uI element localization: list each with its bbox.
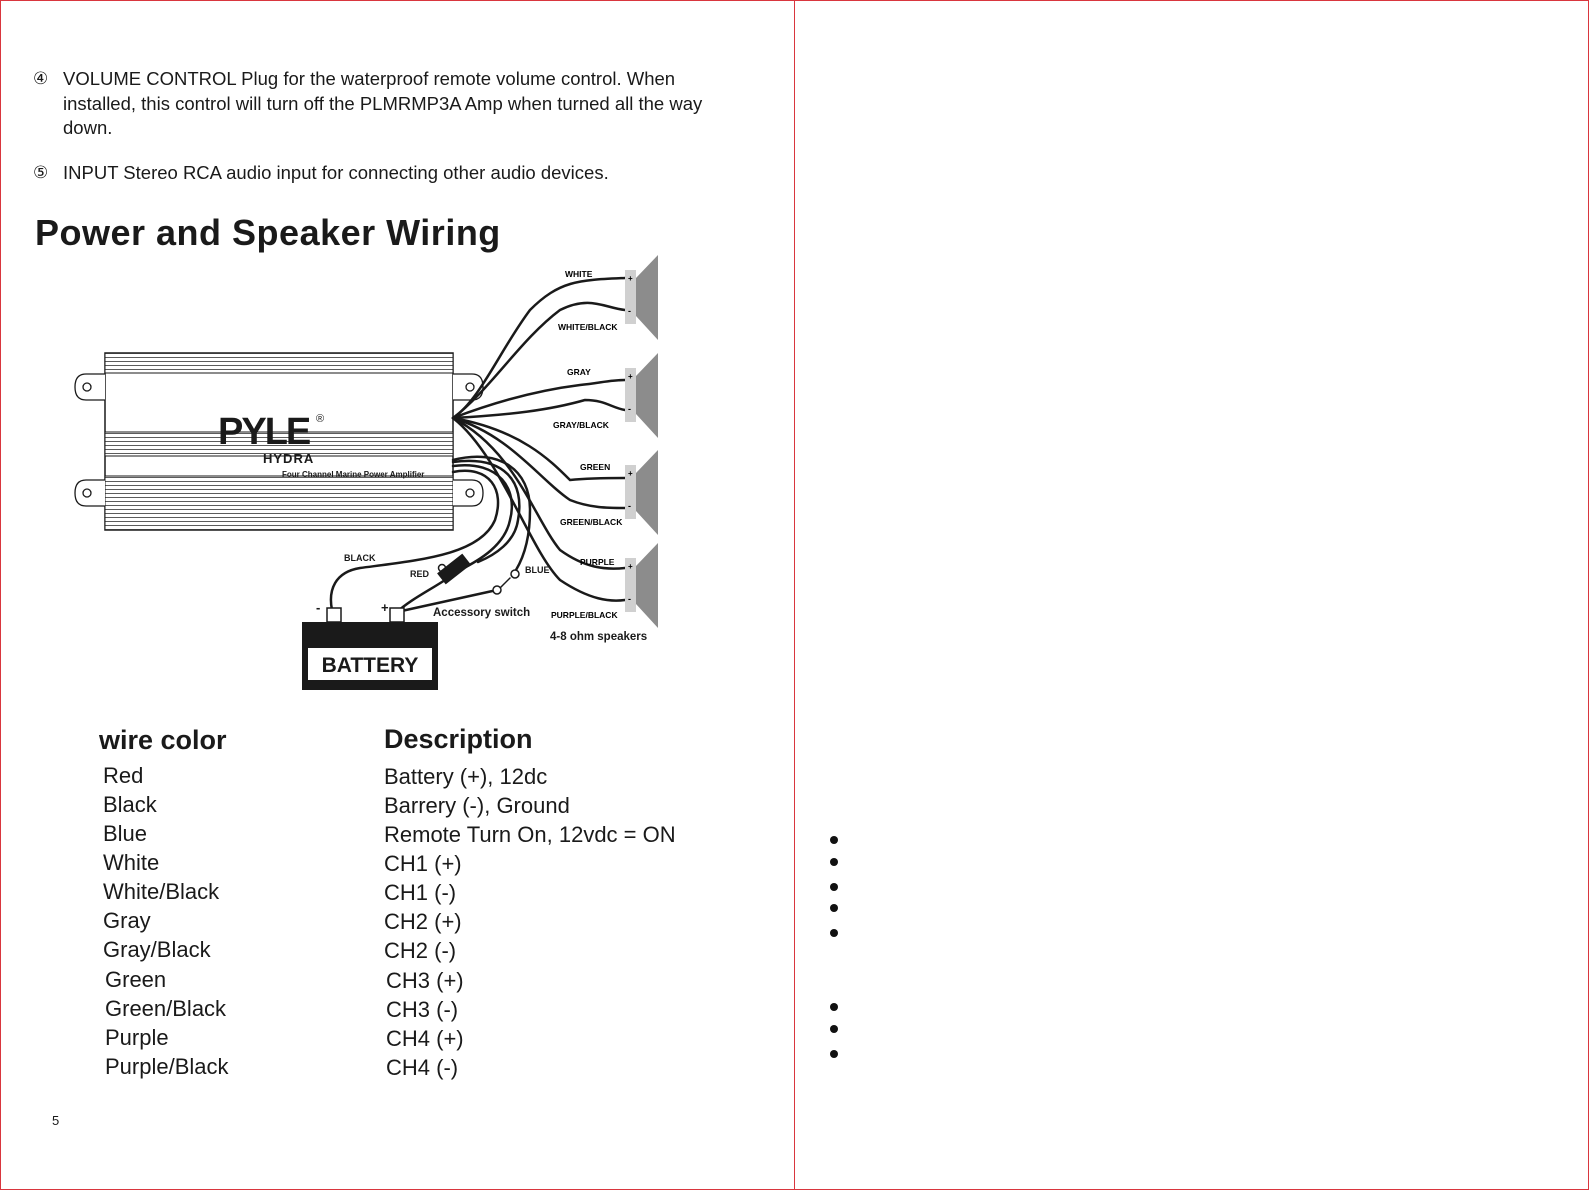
bullet-marker	[830, 858, 838, 866]
switch-contact-2	[511, 570, 519, 578]
speaker-positive-label: WHITE	[565, 269, 593, 279]
speaker-ch2	[553, 353, 658, 438]
battery-label: BATTERY	[321, 654, 419, 677]
speaker-plus-sign: +	[628, 562, 633, 571]
page-number: 5	[52, 1113, 60, 1128]
description-item: Remote Turn On, 12vdc = ON	[384, 822, 676, 847]
speaker-cone	[636, 255, 658, 340]
description-item: Barrery (-), Ground	[384, 793, 570, 818]
description-item: CH1 (+)	[384, 851, 462, 876]
label-red: RED	[410, 569, 430, 579]
right-page	[794, 0, 1589, 1190]
speaker-negative-label: WHITE/BLACK	[558, 322, 618, 332]
mount-tab-bottom-right	[453, 480, 483, 506]
item-number: ⑤	[33, 163, 49, 183]
speaker-positive-label: GRAY	[567, 367, 591, 377]
speaker-plus-sign: +	[628, 274, 633, 283]
bullet-marker	[830, 904, 838, 912]
speaker-negative-label: GREEN/BLACK	[560, 517, 623, 527]
wire-color-item: Blue	[103, 821, 148, 846]
bullet-marker	[830, 883, 838, 891]
speaker-negative-label: GRAY/BLACK	[553, 420, 609, 430]
item-text: VOLUME CONTROL Plug for the waterproof remote volume control. When installed, this control will turn off the PLMRMP3A Amp when turned all the way down.	[63, 68, 703, 138]
label-accessory-switch: Accessory switch	[433, 607, 531, 619]
description-item: CH3 (+)	[386, 968, 464, 993]
speaker-cone	[636, 450, 658, 535]
speaker-positive-label: GREEN	[580, 462, 611, 472]
speaker-minus-sign: -	[628, 306, 631, 316]
battery	[302, 600, 438, 690]
section-title: Power and Speaker Wiring	[35, 212, 501, 253]
speaker-minus-sign: -	[628, 404, 631, 414]
speaker-ch3	[560, 450, 658, 535]
bullet-marker	[830, 1025, 838, 1033]
registered-mark: ®	[316, 413, 325, 425]
battery-terminal-negative	[327, 608, 341, 622]
wire-color-header: wire color	[99, 725, 227, 755]
wiring-diagram	[60, 250, 670, 700]
speaker-positive-label: PURPLE	[580, 557, 615, 567]
speaker-plus-sign: +	[628, 469, 633, 478]
model-name: HYDRA	[263, 451, 315, 466]
bullet-marker	[830, 1003, 838, 1011]
wire-color-item: Gray/Black	[103, 937, 211, 962]
wire-color-item: White	[103, 850, 160, 875]
item-number: ④	[33, 69, 49, 89]
item-text: INPUT Stereo RCA audio input for connecting other audio devices.	[63, 162, 609, 183]
feature-item-input	[33, 161, 733, 186]
label-blue: BLUE	[525, 565, 550, 575]
speaker-ch1	[558, 255, 658, 340]
description-item: CH1 (-)	[384, 880, 457, 905]
wire-color-item: Green/Black	[105, 996, 227, 1021]
switch-lever	[500, 578, 510, 588]
description-item: Battery (+), 12dc	[384, 764, 548, 789]
description-item: CH4 (-)	[386, 1055, 459, 1080]
amplifier-bottom-fins	[105, 476, 453, 530]
description-item: CH4 (+)	[386, 1026, 464, 1051]
battery-positive-sign: +	[381, 600, 389, 615]
bullet-marker	[830, 1050, 838, 1058]
amplifier	[75, 353, 483, 530]
battery-terminal-positive	[390, 608, 404, 622]
mount-tab-bottom-left	[75, 480, 105, 506]
label-black: BLACK	[344, 553, 376, 563]
description-item: CH3 (-)	[386, 997, 459, 1022]
speaker-negative-label: PURPLE/BLACK	[551, 610, 618, 620]
amplifier-subtitle: Four Channel Marine Power Amplifier	[282, 470, 425, 479]
wire-color-item: White/Black	[103, 879, 220, 904]
speakers	[551, 255, 658, 628]
wire-color-item: Red	[103, 763, 144, 788]
bullet-marker	[830, 836, 838, 844]
wire-color-item: Purple/Black	[105, 1054, 229, 1079]
brand-logo: PYLE	[218, 411, 310, 453]
battery-negative-sign: -	[316, 600, 321, 615]
wire-color-item: Purple	[105, 1025, 169, 1050]
speaker-cone	[636, 543, 658, 628]
switch-contact-1	[493, 586, 501, 594]
description-header: Description	[384, 724, 533, 754]
mount-tab-top-left	[75, 374, 105, 400]
amplifier-top-fins	[105, 353, 453, 373]
wire-color-item: Green	[105, 967, 167, 992]
description-item: CH2 (-)	[384, 938, 457, 963]
speaker-minus-sign: -	[628, 594, 631, 604]
feature-item-volume-control	[33, 67, 733, 141]
wire-color-item: Black	[103, 792, 157, 817]
wire-color-item: Gray	[103, 908, 151, 933]
bullet-marker	[830, 929, 838, 937]
speaker-cone	[636, 353, 658, 438]
speaker-minus-sign: -	[628, 501, 631, 511]
speaker-note: 4-8 ohm speakers	[550, 631, 648, 643]
description-item: CH2 (+)	[384, 909, 462, 934]
speaker-plus-sign: +	[628, 372, 633, 381]
